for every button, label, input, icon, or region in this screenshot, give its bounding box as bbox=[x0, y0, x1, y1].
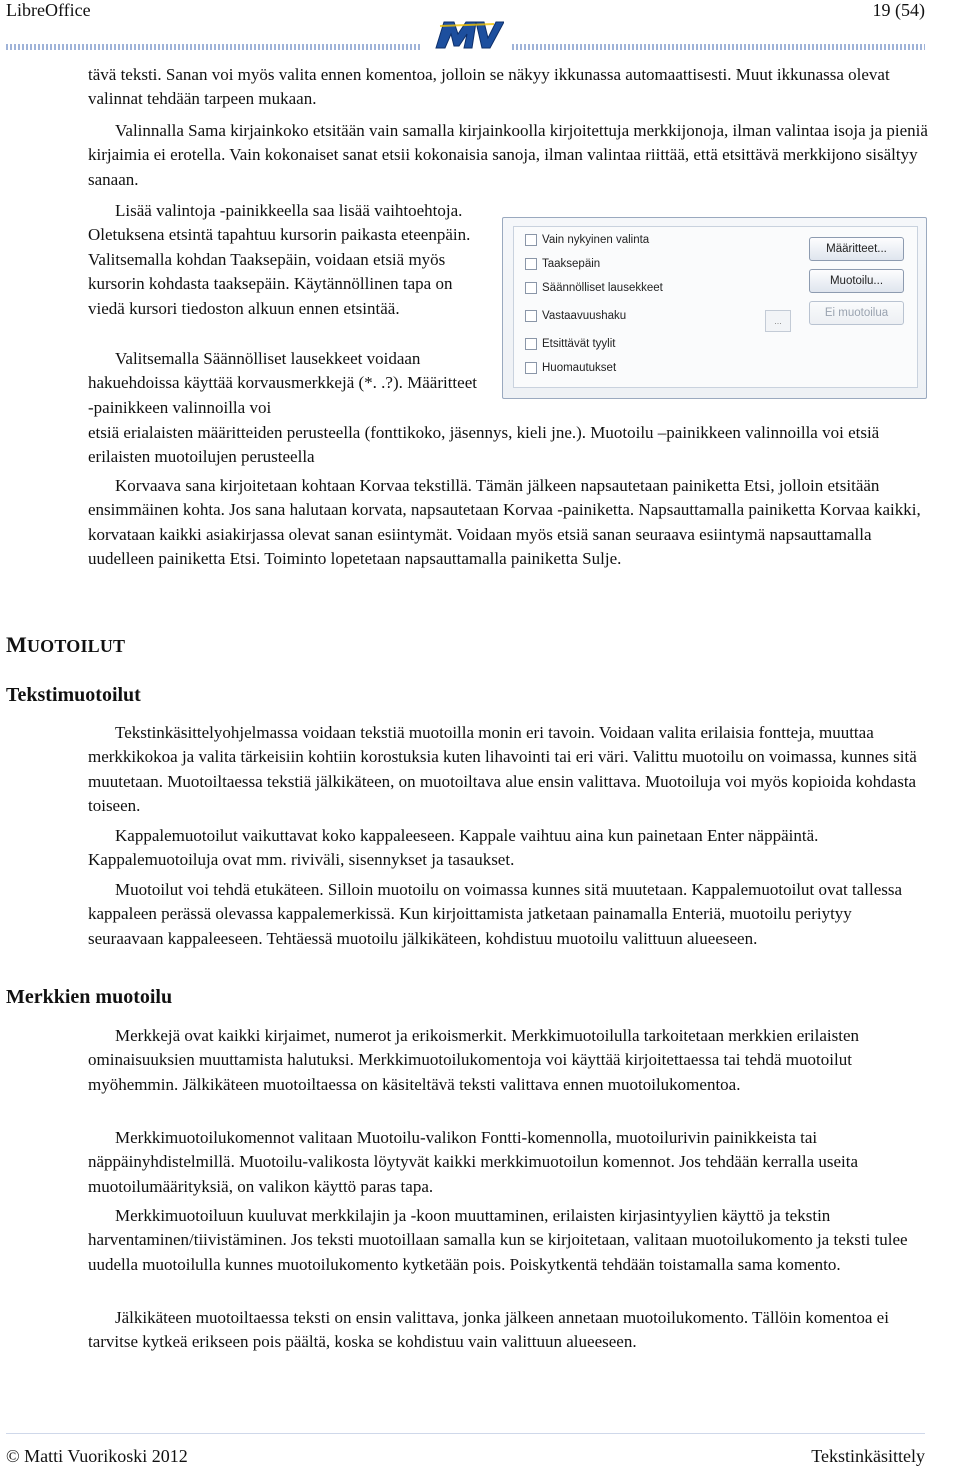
section-heading-formatting bbox=[6, 632, 125, 658]
similarity-options-button[interactable]: ... bbox=[765, 310, 791, 332]
paragraph-4a: Valitsemalla Säännölliset lausekkeet voidaan hakuehdoissa käyttää korvausmerkkejä (*. .?). Määritteet -painikkeen valinnoilla voi bbox=[88, 349, 477, 417]
checkbox-box[interactable] bbox=[525, 338, 537, 350]
no-format-button[interactable]: Ei muotoilua bbox=[809, 301, 904, 325]
checkbox-box[interactable] bbox=[525, 310, 537, 322]
checkbox-similarity[interactable] bbox=[525, 310, 626, 322]
checkbox-box[interactable] bbox=[525, 282, 537, 294]
subheading-character-formatting: Merkkien muotoilu bbox=[6, 986, 173, 1008]
paragraph-11: Merkkimuotoiluun kuuluvat merkkilajin ja -koon muuttaminen, erilaisten kirjasintyylien käyttö ja tekstin harventaminen/tiivistäminen. Jos teksti muotoillaan samalla kun se kirjoitetaan, valitaan muotoilukomento ja teksti tulee uudella muotoilulla kunnes muotoilukomento kytketään pois. Poiskytkentä tehdään toistamalla sama komento. bbox=[88, 1206, 908, 1274]
checkbox-label: Vain nykyinen valinta bbox=[542, 234, 650, 246]
checkbox-current-selection[interactable] bbox=[525, 234, 649, 246]
checkbox-label: Etsittävät tyylit bbox=[542, 338, 616, 350]
checkbox-label: Vastaavuushaku bbox=[542, 310, 627, 322]
footer-title: Tekstinkäsittely bbox=[811, 1446, 925, 1466]
header-page-number: 19 (54) bbox=[872, 0, 925, 20]
paragraph-9: Merkkejä ovat kaikki kirjaimet, numerot ja erikoismerkit. Merkkimuotoilulla tarkoitetaan merkkien erilaisten ominaisuuksien muuttamista halutuksi. Merkkimuotoilukomentoja voi käyttää kirjoitettaessa tai tehdä muotoilut myöhemmin. Jälkikäteen muotoiltaessa on käsiteltävä teksti valittava ennen muotoilukomentoa. bbox=[88, 1026, 859, 1094]
checkbox-styles[interactable] bbox=[525, 338, 616, 350]
paragraph-7: Kappalemuotoilut vaikuttavat koko kappaleeseen. Kappale vaihtuu aina kun painetaan Enter näppäintä. Kappalemuotoiluja ovat mm. riviväli, sisennykset ja tasaukset. bbox=[88, 826, 819, 870]
paragraph-10: Merkkimuotoilukomennot valitaan Muotoilu-valikon Fontti-komennolla, muotoilurivin painikkeista tai näppäinyhdistelmillä. Muotoilu-valikosta löytyvät kaikki merkkimuotoilun komennot. Jos tehdään kerralla useita muotoilumäärityksiä, on valikon käyttö paras tapa. bbox=[88, 1128, 859, 1196]
paragraph-4b: etsiä erialaisten määritteiden perusteella (fonttikoko, jäsennys, kieli jne.). Muotoilu –painikkeen valinnoilla voi etsiä erilaisten muotoilujen perusteella bbox=[88, 423, 880, 467]
header-app-name: LibreOffice bbox=[6, 0, 91, 20]
header-rule-right bbox=[512, 44, 925, 50]
paragraph-6: Tekstinkäsittelyohjelmassa voidaan tekstiä muotoilla monin eri tavoin. Voidaan valita erilaisia fontteja, muuttaa merkkikokoa ja valita tärkeisiin kohtiin korostuksia kuten lihavointi tai eri väri. Valittu muotoilu on voimassa, kunnes sitä muutetaan. Muotoiltaessa tekstiä jälkikäteen, on muotoiltava alue ensin valittava. Muotoiluja voi myös kopioida kohdasta toiseen. bbox=[88, 723, 917, 816]
checkbox-box[interactable] bbox=[525, 258, 537, 270]
checkbox-label: Taaksepäin bbox=[542, 258, 601, 270]
mv-logo bbox=[432, 18, 504, 52]
attributes-button[interactable]: Määritteet... bbox=[809, 237, 904, 261]
footer-copyright: © Matti Vuorikoski 2012 bbox=[6, 1446, 188, 1466]
checkbox-comments[interactable] bbox=[525, 362, 616, 374]
checkbox-box[interactable] bbox=[525, 234, 537, 246]
paragraph-12: Jälkikäteen muotoiltaessa teksti on ensin valittava, jonka jälkeen annetaan muotoilukomento. Tällöin komentoa ei tarvitse kytkeä erikseen pois päältä, koska se kohdistuu vain valittuun alueeseen. bbox=[88, 1308, 889, 1352]
paragraph-2: Valinnalla Sama kirjainkoko etsitään vain samalla kirjainkoolla kirjoitettuja merkkijonoja, ilman valintaa isoja ja pieniä kirjaimia ei erotella. Vain kokonaiset sanat etsii kokonaisia sanoja, ilman valintaa riittää, että etsittävä merkkijono sisältyy sanaan. bbox=[88, 121, 928, 189]
heading-rest: UOTOILUT bbox=[26, 636, 126, 656]
checkbox-label: Huomautukset bbox=[542, 362, 617, 374]
heading-initial: M bbox=[6, 632, 27, 657]
paragraph-8: Muotoilut voi tehdä etukäteen. Silloin muotoilu on voimassa kunnes sitä muutetaan. Kappalemuotoilut ovat tallessa kappaleen perässä olevassa kappalemerkissä. Kun kirjoittamista jatketaan painamalla Enteriä, muotoilu periytyy seuraavaan kappaleeseen. Tehtäessä muotoilu jälkikäteen, kohdistuu muotoilu valittuun alueeseen. bbox=[88, 880, 903, 948]
checkbox-box[interactable] bbox=[525, 362, 537, 374]
format-button[interactable]: Muotoilu... bbox=[809, 269, 904, 293]
checkbox-label: Säännölliset lausekkeet bbox=[542, 282, 663, 294]
checkbox-backwards[interactable] bbox=[525, 258, 600, 270]
subheading-text-formatting: Tekstimuotoilut bbox=[6, 684, 141, 706]
paragraph-1: tävä teksti. Sanan voi myös valita ennen komentoa, jolloin se näkyy ikkunassa automaattisesti. Muut ikkunassa olevat valinnat tehdään tarpeen mukaan. bbox=[88, 65, 890, 109]
paragraph-5: Korvaava sana kirjoitetaan kohtaan Korvaa tekstillä. Tämän jälkeen napsautetaan painiketta Etsi, jolloin etsitään ensimmäinen kohta. Jos sana halutaan korvata, napsautetaan Korvaa -painiketta. Napsauttamalla painiketta Korvaa kaikki, korvataan kaikki asiakirjassa olevat sanan esiintymät. Voidaan myös etsiä sanan seuraava esiintymä napsauttamalla uudelleen painiketta Etsi. Toiminto lopetetaan napsauttamalla painiketta Sulje. bbox=[88, 476, 921, 569]
paragraph-3: Lisää valintoja -painikkeella saa lisää vaihtoehtoja. Oletuksena etsintä tapahtuu kursorin paikasta eteenpäin. Valitsemalla kohdan Taaksepäin, voidaan etsiä myös kursorin kohdasta taaksepäin. Käytännöllinen tapa on viedä kursori tiedoston alkuun ennen etsintää. bbox=[88, 201, 471, 318]
search-options-dialog bbox=[502, 217, 927, 399]
checkbox-regex[interactable] bbox=[525, 282, 663, 294]
footer-rule bbox=[6, 1433, 925, 1434]
header-rule-left bbox=[6, 44, 421, 50]
